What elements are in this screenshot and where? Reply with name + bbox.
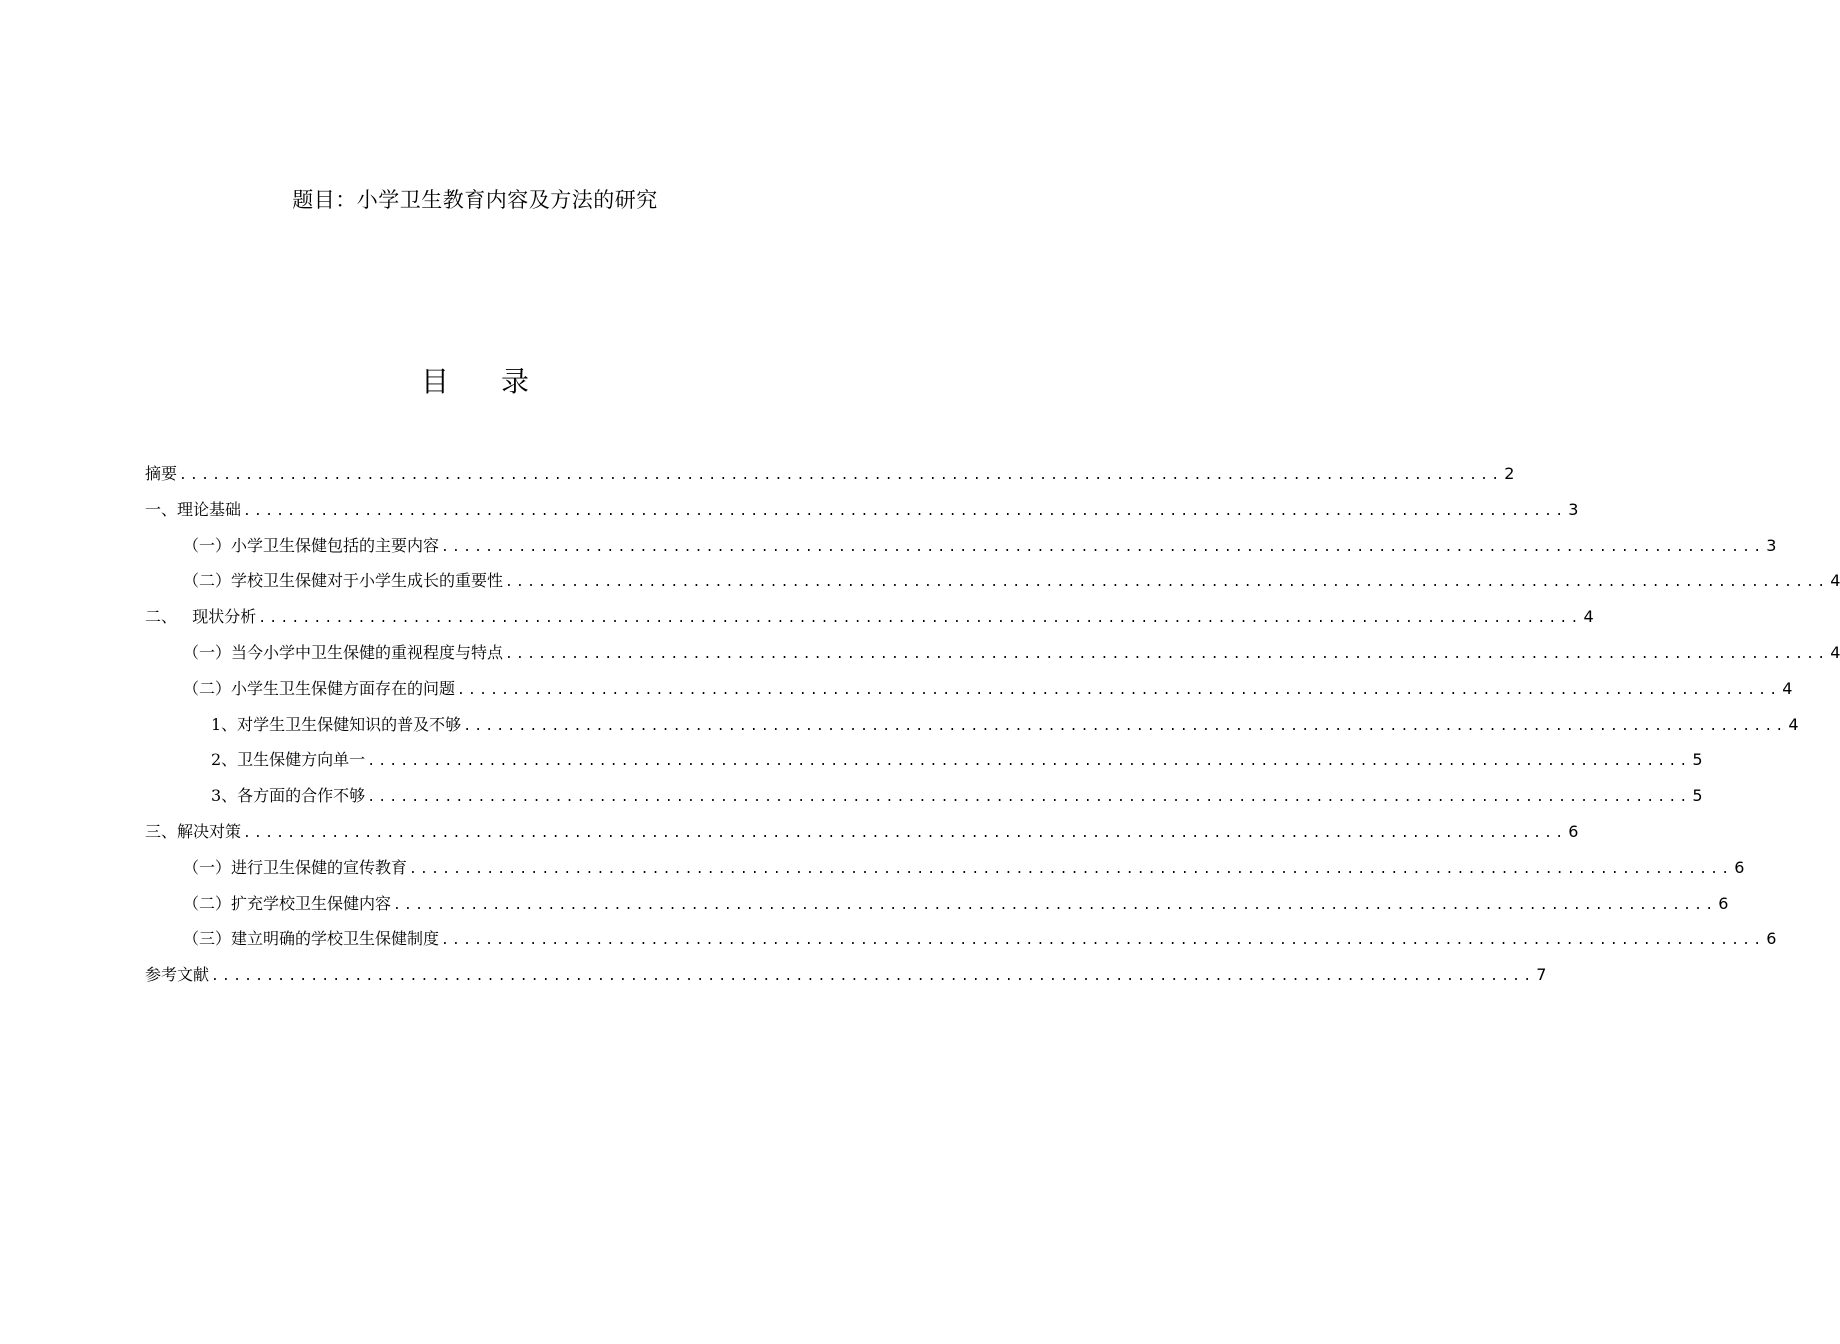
- toc-entry-page: 6: [1734, 857, 1745, 877]
- toc-entry-page: 6: [1718, 893, 1729, 913]
- toc-entry-page: 4: [1782, 678, 1793, 698]
- toc-entry[interactable]: [145, 778, 1703, 814]
- toc-entry-label: （二）小学生卫生保健方面存在的问题: [183, 678, 456, 698]
- toc-entry[interactable]: [145, 707, 1799, 743]
- toc-entry-label: （一）当今小学中卫生保健的重视程度与特点: [183, 642, 504, 662]
- toc-entry[interactable]: [145, 563, 1840, 599]
- toc-entry[interactable]: [145, 886, 1729, 922]
- toc-entry-label: 二、 现状分析: [145, 607, 257, 627]
- toc-entry-page: 3: [1766, 535, 1777, 555]
- toc-dot-leader: ........................................................................................................................: [441, 539, 1765, 555]
- toc-entry-label: （一）小学卫生保健包括的主要内容: [183, 535, 440, 555]
- toc-dot-leader: ........................................................................................................................: [393, 897, 1717, 913]
- toc-heading-char: 录: [501, 365, 530, 398]
- toc-entry-label: 2、卫生保健方向单一: [211, 750, 366, 770]
- table-of-contents: [145, 456, 1840, 993]
- toc-entry[interactable]: [145, 492, 1579, 528]
- toc-entry-label: （二）扩充学校卫生保健内容: [183, 893, 392, 913]
- toc-entry[interactable]: [145, 456, 1515, 492]
- toc-heading: [0, 362, 950, 402]
- toc-dot-leader: ........................................................................................................................: [441, 933, 1765, 949]
- toc-heading-char: 目: [420, 365, 449, 398]
- toc-dot-leader: ........................................................................................................................: [409, 861, 1733, 877]
- toc-entry-page: 4: [1788, 714, 1799, 734]
- toc-entry-label: （一）进行卫生保健的宣传教育: [183, 857, 408, 877]
- toc-entry-label: 3、各方面的合作不够: [211, 786, 366, 806]
- toc-entry[interactable]: [145, 814, 1579, 850]
- toc-dot-leader: ........................................................................................................................: [211, 969, 1535, 985]
- toc-entry-label: 摘要: [145, 464, 178, 483]
- toc-dot-leader: ........................................................................................................................: [505, 575, 1829, 591]
- toc-entry[interactable]: [145, 850, 1745, 886]
- toc-entry-label: （三）建立明确的学校卫生保健制度: [183, 929, 440, 949]
- toc-dot-leader: ........................................................................................................................: [367, 754, 1691, 770]
- toc-entry-page: 6: [1568, 821, 1579, 841]
- toc-dot-leader: ........................................................................................................................: [463, 718, 1787, 734]
- toc-entry-label: 参考文献: [145, 965, 210, 985]
- toc-entry[interactable]: [145, 528, 1777, 564]
- toc-dot-leader: ........................................................................................................................: [505, 646, 1829, 662]
- toc-entry-page: 4: [1830, 571, 1840, 591]
- toc-entry-page: 4: [1830, 642, 1840, 662]
- toc-entry[interactable]: [145, 671, 1793, 707]
- toc-entry-page: 3: [1568, 499, 1579, 519]
- toc-entry[interactable]: [145, 599, 1594, 635]
- toc-entry-label: 一、理论基础: [145, 499, 242, 519]
- toc-dot-leader: ........................................................................................................................: [258, 611, 1582, 627]
- toc-entry-page: 7: [1536, 965, 1547, 985]
- toc-entry-page: 5: [1692, 786, 1703, 806]
- toc-entry-page: 2: [1504, 464, 1515, 483]
- toc-entry-page: 6: [1766, 929, 1777, 949]
- toc-entry-page: 4: [1583, 607, 1594, 627]
- toc-dot-leader: ........................................................................................................................: [367, 790, 1691, 806]
- toc-entry[interactable]: [145, 742, 1703, 778]
- subject-title: 题目：小学卫生教育内容及方法的研究: [292, 188, 658, 212]
- toc-entry-page: 5: [1692, 750, 1703, 770]
- toc-entry-label: 1、对学生卫生保健知识的普及不够: [211, 714, 462, 734]
- toc-dot-leader: ........................................................................................................................: [457, 682, 1781, 698]
- toc-entry[interactable]: [145, 635, 1840, 671]
- toc-dot-leader: ........................................................................................................................: [243, 825, 1567, 841]
- toc-entry-label: （二）学校卫生保健对于小学生成长的重要性: [183, 571, 504, 591]
- toc-dot-leader: ........................................................................................................................: [243, 503, 1567, 519]
- toc-entry[interactable]: [145, 921, 1777, 957]
- toc-dot-leader: ........................................................................................................................: [179, 468, 1503, 483]
- toc-entry-label: 三、解决对策: [145, 821, 242, 841]
- toc-entry[interactable]: [145, 957, 1547, 993]
